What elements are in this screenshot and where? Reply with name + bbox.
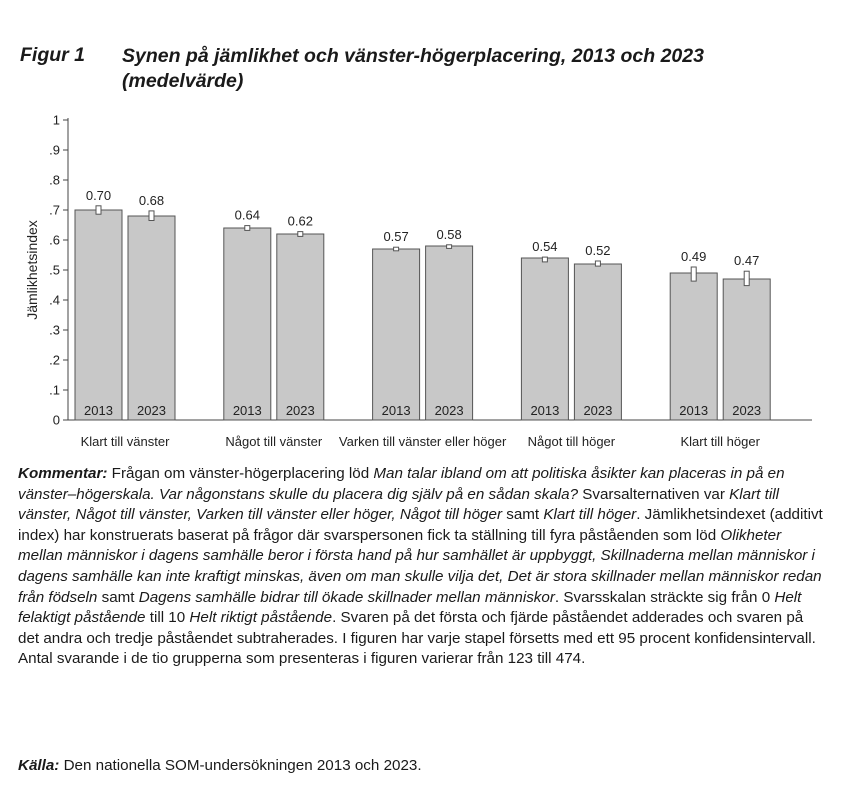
bar-chart (0, 105, 844, 455)
bar-value-label: 0.70 (85, 187, 112, 203)
bar-value-label: 0.68 (138, 192, 165, 208)
source-lead: Källa: (18, 757, 60, 774)
bar-value-label: 0.58 (436, 226, 462, 242)
bar-value-label: 0.52 (585, 243, 611, 258)
comment-segment: Dagens samhälle bidrar till ökade skillnader mellan människor (138, 588, 555, 606)
confidence-interval (542, 257, 547, 262)
confidence-interval (149, 211, 154, 221)
y-tick-label: .7 (49, 202, 60, 218)
confidence-interval (298, 232, 303, 237)
confidence-interval (447, 245, 452, 249)
bar-value-label: 0.54 (532, 239, 558, 255)
y-tick-label: 1 (52, 112, 60, 128)
category-label: Något till vänster (225, 434, 323, 449)
category-label: Varken till vänster eller höger (338, 434, 507, 449)
bar-value-label: 0.47 (734, 253, 760, 269)
bar (277, 234, 324, 420)
figure-label: Figur 1 (20, 44, 86, 66)
bar-year-label: 2013 (530, 403, 560, 418)
bar-value-label: 0.49 (681, 249, 707, 264)
comment-segment: till 10 (145, 609, 190, 627)
confidence-interval (96, 206, 101, 214)
bar-year-label: 2013 (232, 403, 262, 418)
bar (574, 264, 621, 420)
comment-segment: Svarsalternativen var (578, 485, 730, 503)
bar-year-label: 2023 (732, 403, 762, 418)
comment-segment: samt (502, 506, 544, 524)
comment-paragraph (18, 464, 826, 670)
category-label: Något till höger (527, 434, 616, 449)
bar-year-label: 2013 (84, 403, 113, 418)
bar (521, 258, 568, 420)
bar-year-label: 2023 (285, 403, 315, 418)
bar-year-label: 2023 (434, 403, 464, 418)
comment-segment: Klart till vänster, Något till vänster, Varken till vänster eller höger, Något till höger (18, 485, 779, 524)
y-axis-label: Jämlikhetsindex (24, 220, 40, 320)
confidence-interval (394, 247, 399, 251)
comment-segment: Olikheter mellan människor i dagens samhälle beror i första hand på hur samhället är uppbyggt, Skillnaderna mellan människor i dagens samhälle kan inte kraftigt minskas, även om man skulle vilja det, Det är stora skillnader mellan människor redan från födseln (18, 526, 822, 606)
category-label: Klart till höger (680, 434, 760, 449)
bar-value-label: 0.62 (287, 213, 313, 229)
bar (426, 246, 473, 420)
y-tick-label: .6 (49, 232, 60, 248)
y-tick-label: .8 (49, 172, 60, 188)
comment-segment: samt (97, 588, 139, 606)
comment-segment: Man talar ibland om att politiska åsikter kan placeras in på en vänster–högerskala. Var någonstans skulle du placera dig själv på en sådan skala? (18, 465, 785, 503)
comment-segment: . Jämlikhetsindexet (additivt index) har konstruerats baserat på frågor där svarspersonen fick ta ställning till fyra påståenden som löd (18, 506, 823, 544)
bar (670, 273, 717, 420)
source-paragraph (18, 756, 826, 777)
y-tick-label: .1 (49, 382, 60, 398)
comment-segment: . Svarsskalan sträckte sig från 0 (554, 588, 775, 606)
bar-year-label: 2013 (679, 403, 709, 418)
y-tick-label: 0 (52, 412, 60, 428)
confidence-interval (245, 226, 250, 231)
comment-segment: Frågan om vänster-högerplacering löd (107, 465, 374, 482)
bar-year-label: 2023 (137, 403, 166, 418)
bar (75, 210, 122, 420)
y-tick-label: .2 (49, 352, 60, 368)
bar-year-label: 2023 (583, 403, 613, 418)
y-tick-label: .3 (49, 322, 60, 338)
category-label: Klart till vänster (80, 434, 170, 449)
bar (723, 279, 770, 420)
y-tick-label: .4 (49, 292, 60, 308)
figure-title: Synen på jämlikhet och vänster-högerplacering, 2013 och 2023 (medelvärde) (122, 45, 704, 92)
bar (128, 216, 175, 420)
comment-segment: Klart till höger (543, 506, 637, 524)
comment-segment: Helt riktigt påstående (189, 609, 333, 627)
y-tick-label: .9 (49, 142, 60, 158)
comment-segment: Helt felaktigt påstående (18, 588, 802, 627)
bar (373, 249, 420, 420)
bar-value-label: 0.64 (234, 207, 260, 223)
confidence-interval (744, 271, 749, 285)
bar-value-label: 0.57 (383, 229, 409, 245)
y-tick-label: .5 (49, 262, 60, 278)
confidence-interval (595, 261, 600, 266)
source-text: Den nationella SOM-undersökningen 2013 och 2023. (59, 757, 422, 774)
comment-segment: . Svaren på det första och fjärde påståendet adderades och svaren på det andra och tredje påståendet subtraherades. I figuren har varje stapel försetts med ett 95 procent konfidensintervall. Antal svarande i de tio grupperna som presenteras i figuren varierar från 123 till 474. (18, 609, 816, 668)
comment-lead: Kommentar: (18, 465, 108, 482)
bar-year-label: 2013 (381, 403, 411, 418)
confidence-interval (691, 267, 696, 281)
bar (224, 228, 271, 420)
